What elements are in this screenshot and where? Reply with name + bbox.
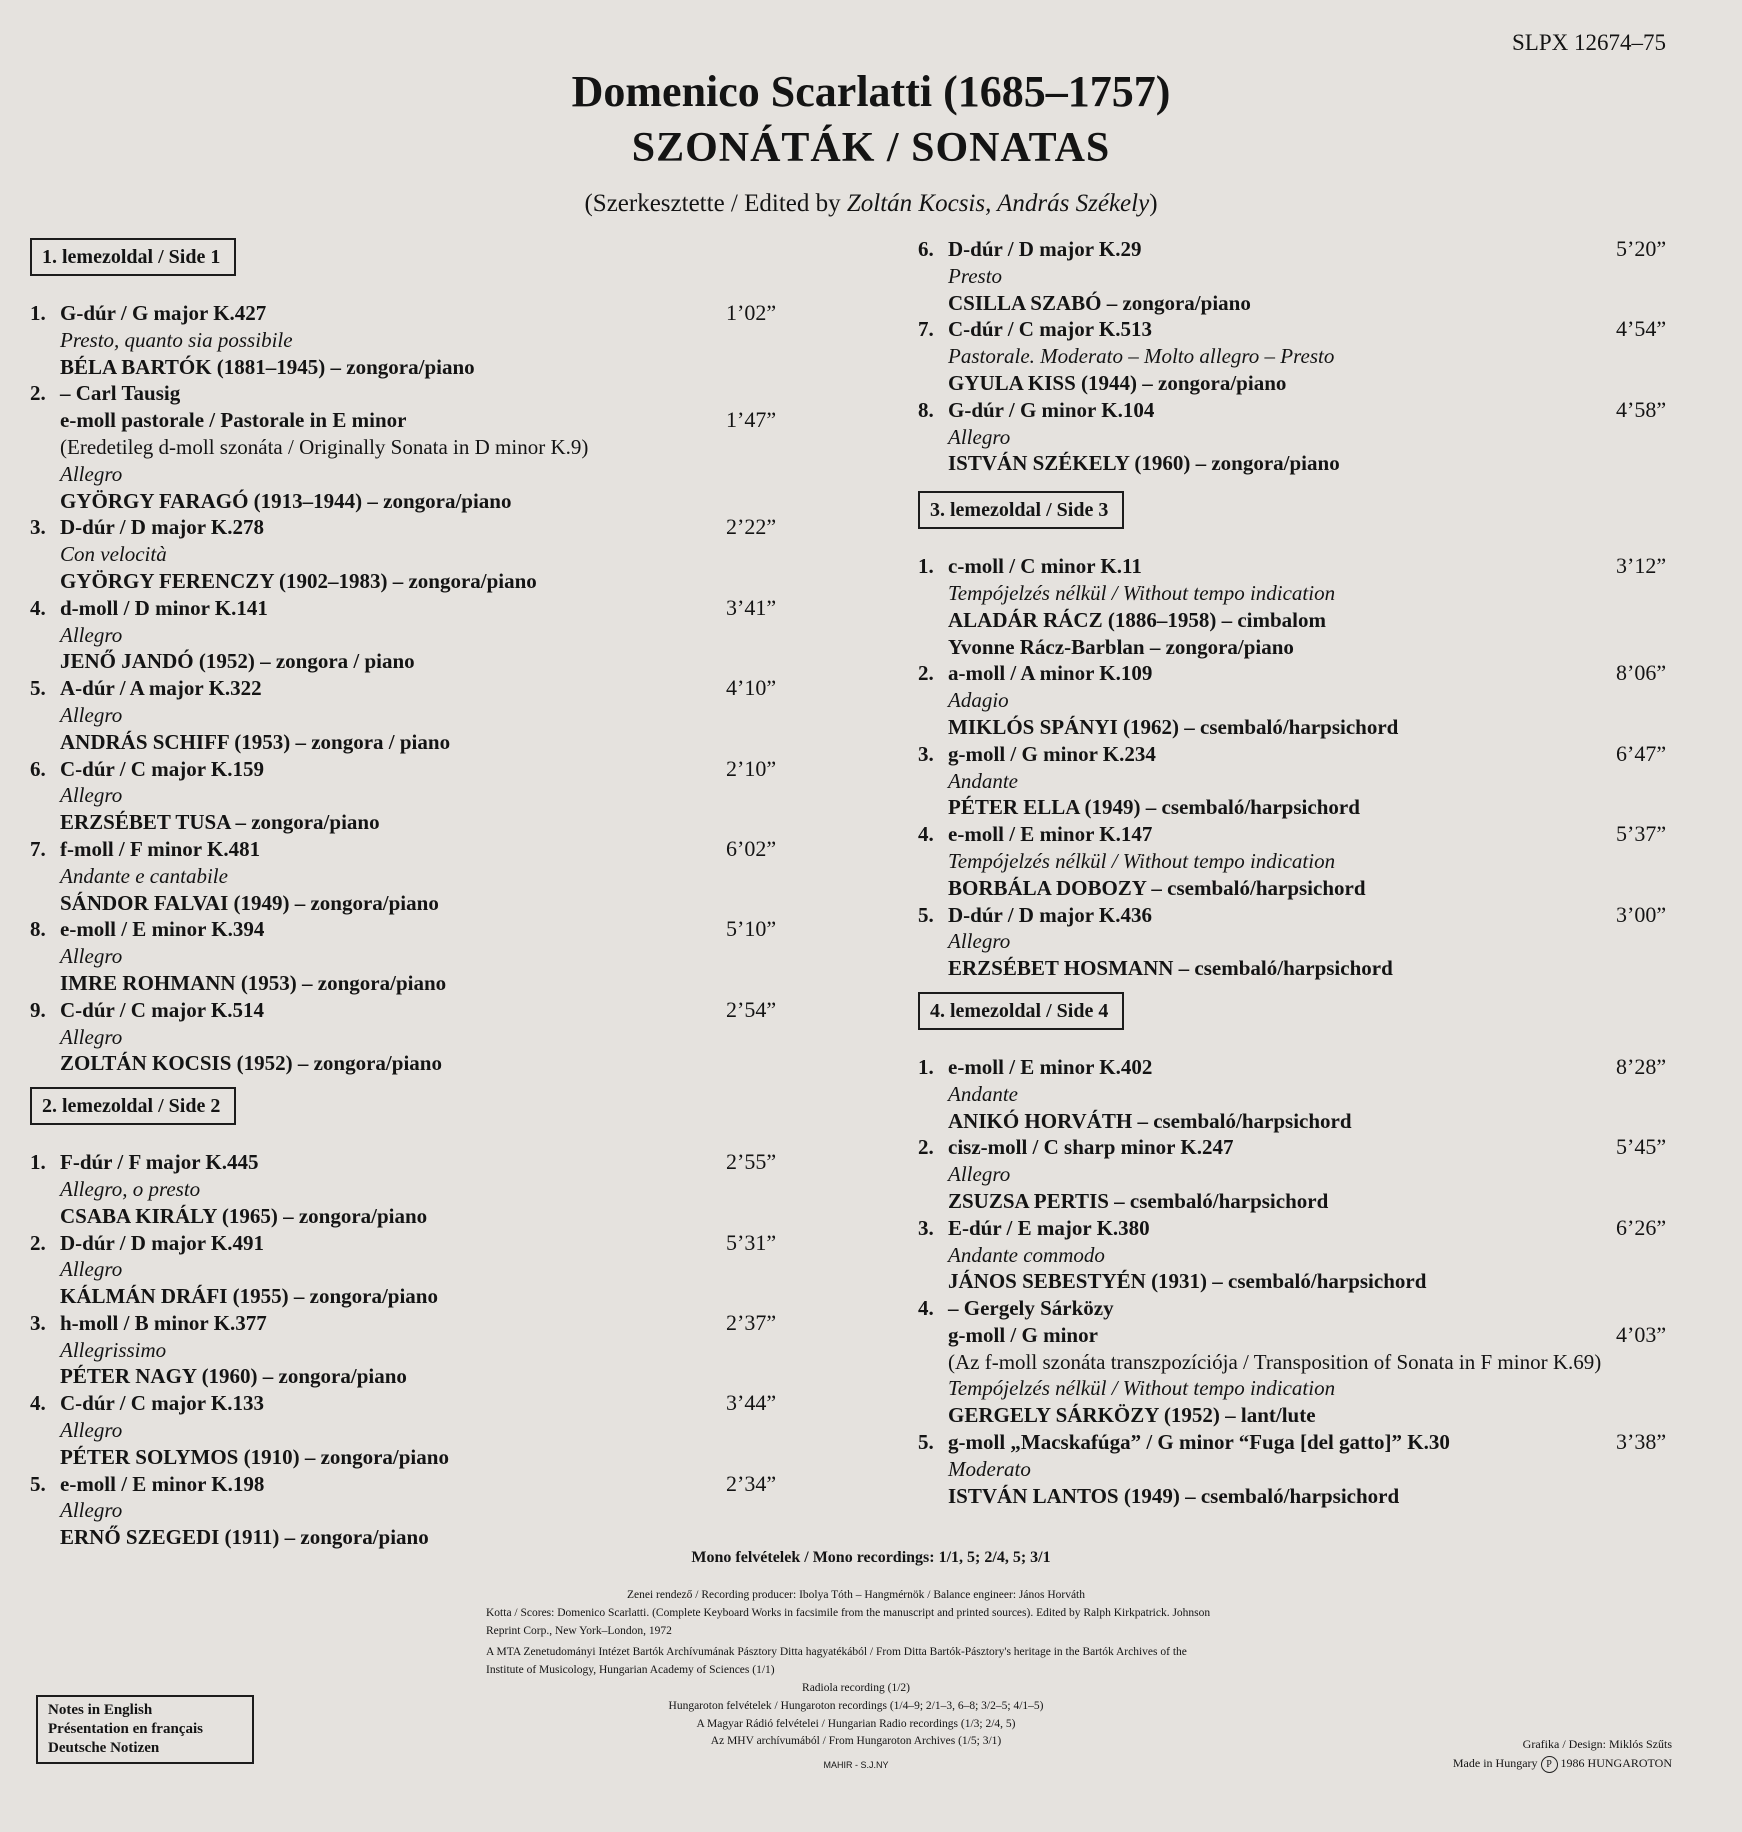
- edited-suffix: ): [1149, 190, 1158, 217]
- track-number: 8.: [918, 397, 934, 422]
- made-in: Made in Hungary: [1452, 1756, 1538, 1770]
- track-title: C-dúr / C major K.513: [948, 317, 1152, 342]
- track-title: e-moll pastorale / Pastorale in E minor: [60, 408, 407, 433]
- track-duration: 6’02”: [726, 835, 777, 861]
- track-item: [30, 1471, 790, 1551]
- track-item: [918, 236, 1678, 316]
- track-number: 5.: [918, 1430, 934, 1455]
- track-performer: ERZSÉBET HOSMANN – csembaló/harpsichord: [948, 956, 1393, 981]
- catalog-number: SLPX 12674–75: [1512, 30, 1666, 55]
- track-title: e-moll / E minor K.147: [948, 822, 1153, 847]
- track-duration: 5’20”: [1616, 236, 1667, 261]
- track-item: [918, 1054, 1678, 1134]
- track-tempo: Allegro: [60, 1418, 123, 1443]
- track-number: 3.: [918, 1215, 934, 1240]
- track-performer: PÉTER SOLYMOS (1910) – zongora/piano: [60, 1444, 449, 1469]
- side-label: 3. lemezoldal / Side 3: [918, 491, 1124, 529]
- track-tempo: Tempójelzés nélkül / Without tempo indication: [948, 580, 1336, 605]
- track-tempo: Andante commodo: [948, 1242, 1105, 1267]
- track-duration: 3’12”: [1616, 553, 1667, 579]
- track-title-line: [30, 407, 790, 434]
- track-title: e-moll / E minor K.198: [60, 1471, 265, 1496]
- track-duration: 4’54”: [1616, 316, 1667, 342]
- track-title-line: [918, 236, 1678, 263]
- track-number: 3.: [30, 515, 46, 540]
- track-title-line: [30, 1310, 790, 1337]
- track-duration: 5’37”: [1616, 821, 1667, 847]
- track-title: D-dúr / D major K.29: [948, 237, 1142, 261]
- track-title-line: [30, 595, 790, 622]
- track-title: A-dúr / A major K.322: [60, 676, 262, 701]
- track-tempo: Andante: [948, 768, 1018, 793]
- track-performer: Yvonne Rácz-Barblan – zongora/piano: [948, 634, 1294, 659]
- track-number: 6.: [30, 756, 46, 781]
- track-title-line: [918, 1322, 1678, 1349]
- track-title-line: [30, 916, 790, 943]
- track-tempo: Moderato: [948, 1456, 1031, 1481]
- track-item: [918, 316, 1678, 396]
- track-duration: 4’10”: [726, 675, 777, 701]
- track-tempo: Allegro: [948, 1162, 1011, 1187]
- track-number: 5.: [30, 676, 46, 701]
- track-duration: 4’03”: [1616, 1321, 1667, 1347]
- credit-producer: Zenei rendező / Recording producer: Ibolya Tóth – Hangmérnök / Balance engineer: János Horváth: [626, 1589, 1086, 1601]
- track-duration: 6’47”: [1616, 740, 1667, 766]
- notes-german: Deutsche Notizen: [48, 1740, 160, 1756]
- track-title-line: [918, 1134, 1678, 1161]
- track-duration: 8’28”: [1616, 1053, 1667, 1079]
- credit-mahir: MAHIR - S.J.NY: [823, 1760, 889, 1771]
- track-title-line: [30, 1230, 790, 1257]
- track-item: [918, 902, 1678, 982]
- made-in-line: [1453, 1754, 1672, 1773]
- track-tempo: Andante: [948, 1081, 1018, 1106]
- copyright: 1986 HUNGAROTON: [1560, 1756, 1672, 1770]
- track-duration: 2’10”: [726, 755, 777, 781]
- track-number: 2.: [30, 1230, 46, 1255]
- track-duration: 1’02”: [726, 300, 777, 325]
- track-performer: CSILLA SZABÓ – zongora/piano: [948, 290, 1251, 315]
- side-label: 1. lemezoldal / Side 1: [30, 238, 236, 276]
- track-number: 9.: [30, 997, 46, 1022]
- track-duration: 3’38”: [1616, 1429, 1667, 1455]
- design-credits: [1453, 1735, 1672, 1773]
- track-title-line: [918, 821, 1678, 848]
- credit-mhv: Az MHV archívumából / From Hungaroton Archives (1/5; 3/1): [710, 1735, 1002, 1748]
- track-duration: 2’55”: [726, 1149, 777, 1175]
- track-title: cisz-moll / C sharp minor K.247: [948, 1135, 1234, 1160]
- track-item: [918, 553, 1678, 660]
- track-number: 4.: [30, 595, 46, 620]
- track-title: F-dúr / F major K.445: [60, 1150, 259, 1175]
- track-title-line: [918, 553, 1678, 580]
- track-duration: 4’58”: [1616, 396, 1667, 422]
- credit-hungaroton: Hungaroton felvételek / Hungaroton recordings (1/4–9; 2/1–3, 6–8; 3/2–5; 4/1–5): [668, 1699, 1044, 1712]
- track-tempo: Allegrissimo: [60, 1337, 167, 1362]
- track-title-line: [30, 675, 790, 702]
- track-title: D-dúr / D major K.436: [948, 902, 1152, 927]
- track-title: G-dúr / G major K.427: [60, 301, 267, 325]
- track-item: [918, 1134, 1678, 1214]
- editors: Zoltán Kocsis, András Székely: [846, 190, 1150, 217]
- track-tempo: Con velocità: [60, 542, 167, 567]
- track-performer: ISTVÁN LANTOS (1949) – csembaló/harpsichord: [948, 1483, 1400, 1508]
- track-item: [30, 514, 790, 594]
- track-number: 3.: [918, 741, 934, 766]
- design-grafika: Grafika / Design: Miklós Szűts: [1522, 1737, 1672, 1751]
- track-arranger: – Gergely Sárközy: [948, 1296, 1114, 1321]
- track-tempo: Presto, quanto sia possibile: [60, 327, 293, 352]
- track-title: D-dúr / D major K.491: [60, 1230, 264, 1255]
- side-2: [30, 1081, 790, 1551]
- credit-radio: A Magyar Rádió felvételei / Hungarian Radio recordings (1/3; 2/4, 5): [696, 1717, 1016, 1730]
- track-duration: 3’44”: [726, 1390, 777, 1416]
- track-tempo: Allegro: [60, 1498, 123, 1523]
- track-number: 5.: [918, 902, 934, 927]
- album-subtitle: SZONÁTÁK / SONATAS: [631, 125, 1111, 171]
- track-title-line: [30, 300, 790, 327]
- track-tempo: Tempójelzés nélkül / Without tempo indication: [948, 848, 1336, 873]
- track-title-line: [918, 902, 1678, 929]
- track-tempo: Allegro: [60, 702, 123, 727]
- side-1: [30, 232, 790, 1077]
- track-performer: PÉTER NAGY (1960) – zongora/piano: [60, 1364, 407, 1389]
- track-duration: 2’37”: [726, 1309, 777, 1335]
- track-performer: BORBÁLA DOBOZY – csembaló/harpsichord: [948, 875, 1366, 900]
- track-title-line: [918, 397, 1678, 424]
- track-item: [30, 595, 790, 675]
- column-left: [30, 232, 790, 1551]
- track-item: [30, 756, 790, 836]
- credit-scores: Kotta / Scores: Domenico Scarlatti. (Complete Keyboard Works in facsimile from the manuscript and printed sources). Edited by Ralph Kirkpatrick. Johnson Reprint Corp., New York–London, 1972: [486, 1606, 1211, 1637]
- track-number: 1.: [30, 301, 46, 325]
- track-tempo: Andante e cantabile: [60, 863, 228, 888]
- track-performer: JENŐ JANDÓ (1952) – zongora / piano: [60, 649, 415, 674]
- track-performer: ALADÁR RÁCZ (1886–1958) – cimbalom: [948, 607, 1326, 632]
- track-duration: 1’47”: [726, 407, 777, 433]
- track-number: 1.: [918, 554, 934, 579]
- track-arranger: – Carl Tausig: [60, 381, 181, 406]
- track-title: C-dúr / C major K.159: [60, 756, 264, 781]
- track-performer: ERZSÉBET TUSA – zongora/piano: [60, 810, 380, 835]
- track-item: [30, 1230, 790, 1310]
- track-title: G-dúr / G minor K.104: [948, 397, 1155, 422]
- track-item: [30, 380, 790, 514]
- track-title-line: [30, 836, 790, 863]
- track-title-line: [918, 1429, 1678, 1456]
- edited-prefix: (Szerkesztette / Edited by: [584, 190, 847, 217]
- track-tempo: Pastorale. Moderato – Molto allegro – Presto: [948, 344, 1335, 369]
- track-item: [918, 741, 1678, 821]
- track-title: C-dúr / C major K.514: [60, 997, 264, 1022]
- track-performer: MIKLÓS SPÁNYI (1962) – csembaló/harpsichord: [948, 714, 1399, 739]
- track-item: [918, 1215, 1678, 1295]
- track-performer: ISTVÁN SZÉKELY (1960) – zongora/piano: [948, 451, 1340, 476]
- track-title-line: [918, 1215, 1678, 1242]
- track-item: [30, 836, 790, 916]
- track-duration: 2’34”: [726, 1470, 777, 1496]
- track-tempo: Allegro: [948, 424, 1011, 449]
- track-number: 5.: [30, 1471, 46, 1496]
- track-title: f-moll / F minor K.481: [60, 836, 261, 861]
- track-item: [918, 1295, 1678, 1429]
- side-label: 2. lemezoldal / Side 2: [30, 1087, 236, 1125]
- track-performer: GYÖRGY FARAGÓ (1913–1944) – zongora/piano: [60, 488, 512, 513]
- credit-archive: A MTA Zenetudományi Intézet Bartók Archívumának Pásztory Ditta hagyatékából / From Ditta Bartók-Pásztory's heritage in the Bartók Archives of the Institute of Musicology, Hungarian Academy of Sciences (1/1): [486, 1646, 1187, 1677]
- notes-english: Notes in English: [48, 1702, 153, 1718]
- track-title: d-moll / D minor K.141: [60, 595, 268, 620]
- track-number: 7.: [30, 836, 46, 861]
- track-title: e-moll / E minor K.394: [60, 917, 265, 942]
- side-4: [918, 986, 1678, 1510]
- track-title-line: [30, 1390, 790, 1417]
- track-number: 7.: [918, 317, 934, 342]
- track-performer: GERGELY SÁRKÖZY (1952) – lant/lute: [948, 1403, 1316, 1428]
- track-number: 4.: [918, 822, 934, 847]
- track-number: 2.: [918, 1135, 934, 1160]
- track-tempo: Allegro: [948, 929, 1011, 954]
- track-tempo: Allegro: [60, 1024, 123, 1049]
- track-title-line: [918, 660, 1678, 687]
- album-title: Domenico Scarlatti (1685–1757): [571, 67, 1171, 116]
- track-item: [918, 1429, 1678, 1509]
- track-duration: 8’06”: [1616, 660, 1667, 686]
- track-tempo: Presto: [948, 263, 1003, 288]
- track-tempo: Allegro: [60, 622, 123, 647]
- track-title-line: [30, 514, 790, 541]
- column-right: [918, 236, 1678, 1509]
- track-performer: ZSUZSA PERTIS – csembaló/harpsichord: [948, 1188, 1329, 1213]
- track-tempo: Allegro, o presto: [60, 1176, 201, 1201]
- track-title: e-moll / E minor K.402: [948, 1054, 1153, 1079]
- side-2-continued: [918, 236, 1678, 477]
- credit-radiola: Radiola recording (1/2): [802, 1681, 910, 1694]
- track-title: D-dúr / D major K.278: [60, 515, 264, 540]
- track-performer: PÉTER ELLA (1949) – csembaló/harpsichord: [948, 795, 1360, 820]
- track-performer: GYÖRGY FERENCZY (1902–1983) – zongora/piano: [60, 568, 537, 593]
- track-title: g-moll / G minor K.234: [948, 741, 1156, 766]
- track-title-line: [918, 316, 1678, 343]
- track-performer: KÁLMÁN DRÁFI (1955) – zongora/piano: [60, 1284, 438, 1309]
- track-title-line: [918, 1054, 1678, 1081]
- track-performer: ERNŐ SZEGEDI (1911) – zongora/piano: [60, 1525, 429, 1550]
- track-tempo: Adagio: [948, 688, 1009, 713]
- track-title: h-moll / B minor K.377: [60, 1310, 267, 1335]
- track-duration: 5’31”: [726, 1229, 777, 1255]
- track-title: g-moll „Macskafúga” / G minor “Fuga [del gatto]” K.30: [948, 1430, 1450, 1455]
- track-duration: 5’45”: [1616, 1134, 1667, 1160]
- track-title-line: [30, 1471, 790, 1498]
- track-performer: ZOLTÁN KOCSIS (1952) – zongora/piano: [60, 1051, 442, 1076]
- track-performer: IMRE ROHMANN (1953) – zongora/piano: [60, 970, 447, 995]
- track-tempo: Tempójelzés nélkül / Without tempo indication: [948, 1376, 1336, 1401]
- track-duration: 3’41”: [726, 594, 777, 620]
- track-number: 8.: [30, 917, 46, 942]
- track-tempo: Allegro: [60, 1257, 123, 1282]
- track-title-line: [918, 741, 1678, 768]
- track-item: [30, 675, 790, 755]
- track-title: a-moll / A minor K.109: [948, 661, 1153, 686]
- track-item: [918, 397, 1678, 477]
- track-performer: BÉLA BARTÓK (1881–1945) – zongora/piano: [60, 354, 475, 379]
- track-tempo: Allegro: [60, 944, 123, 969]
- track-performer: SÁNDOR FALVAI (1949) – zongora/piano: [60, 890, 439, 915]
- track-number: 2.: [918, 661, 934, 686]
- side-3: [918, 485, 1678, 982]
- track-item: [30, 916, 790, 996]
- track-title-line: [30, 1149, 790, 1176]
- track-number: 1.: [30, 1150, 46, 1175]
- track-note: (Az f-moll szonáta transzpozíciója / Transposition of Sonata in F minor K.69): [948, 1349, 1602, 1374]
- track-item: [30, 1390, 790, 1470]
- mono-recordings-note: Mono felvételek / Mono recordings: 1/1, 5; 2/4, 5; 3/1: [691, 1549, 1051, 1566]
- track-title: E-dúr / E major K.380: [948, 1215, 1150, 1240]
- track-duration: 6’26”: [1616, 1214, 1667, 1240]
- track-item: [30, 1149, 790, 1229]
- track-duration: 2’54”: [726, 996, 777, 1022]
- track-number: 1.: [918, 1054, 934, 1079]
- credits-block: [486, 1587, 1226, 1775]
- track-arranger-line: [30, 380, 790, 407]
- track-tempo: Allegro: [60, 461, 123, 486]
- track-item: [30, 1310, 790, 1390]
- track-duration: 2’22”: [726, 514, 777, 540]
- track-arranger-line: [918, 1295, 1678, 1322]
- track-title-line: [30, 997, 790, 1024]
- track-performer: CSABA KIRÁLY (1965) – zongora/piano: [60, 1203, 428, 1228]
- edited-by-line: [0, 190, 1742, 218]
- side-label: 4. lemezoldal / Side 4: [918, 992, 1124, 1030]
- track-tempo: Allegro: [60, 783, 123, 808]
- track-number: 3.: [30, 1310, 46, 1335]
- track-number: 4.: [30, 1391, 46, 1416]
- track-note: (Eredetileg d-moll szonáta / Originally Sonata in D minor K.9): [60, 434, 589, 459]
- track-item: [918, 660, 1678, 740]
- track-item: [30, 997, 790, 1077]
- track-item: [918, 821, 1678, 901]
- track-performer: ANIKÓ HORVÁTH – csembaló/harpsichord: [948, 1108, 1352, 1133]
- track-duration: 5’10”: [726, 916, 777, 942]
- track-number: 2.: [30, 381, 46, 406]
- notes-french: Présentation en français: [48, 1721, 203, 1737]
- track-item: [30, 300, 790, 380]
- track-performer: JÁNOS SEBESTYÉN (1931) – csembaló/harpsichord: [948, 1269, 1427, 1294]
- track-performer: GYULA KISS (1944) – zongora/piano: [948, 370, 1287, 395]
- track-performer: ANDRÁS SCHIFF (1953) – zongora / piano: [60, 729, 451, 754]
- track-number: 6.: [918, 237, 934, 261]
- track-title: C-dúr / C major K.133: [60, 1391, 264, 1416]
- track-title: c-moll / C minor K.11: [948, 554, 1142, 579]
- notes-languages-box: [36, 1695, 254, 1764]
- track-title-line: [30, 756, 790, 783]
- track-number: 4.: [918, 1296, 934, 1321]
- track-duration: 3’00”: [1616, 901, 1667, 927]
- phonogram-icon: P: [1541, 1756, 1558, 1773]
- track-title: g-moll / G minor: [948, 1322, 1098, 1347]
